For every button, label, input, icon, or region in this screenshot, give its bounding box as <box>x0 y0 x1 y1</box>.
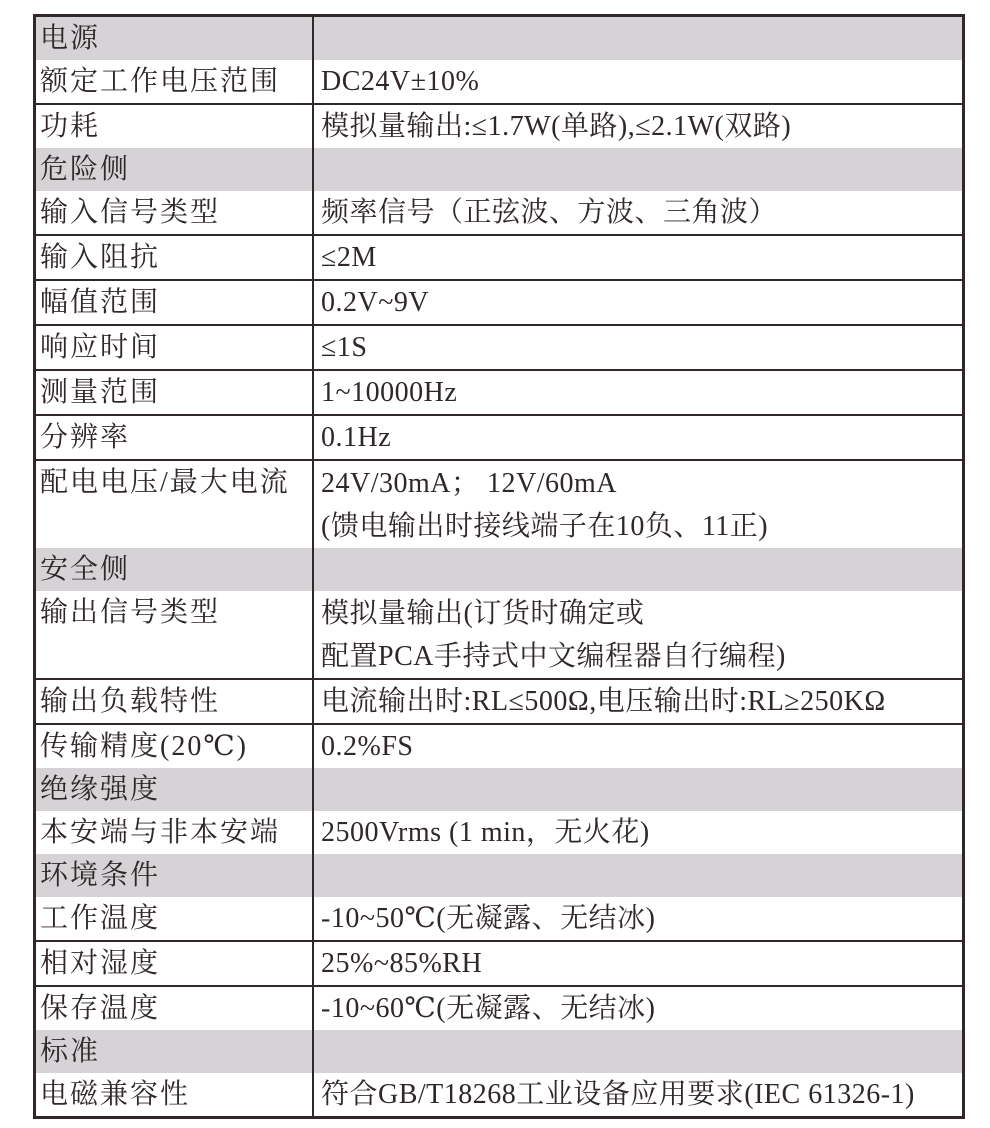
spec-value-line: ≤2M <box>321 242 377 273</box>
spec-value-cell <box>312 591 962 678</box>
spec-label-cell <box>36 281 312 324</box>
spec-value-cell <box>312 17 962 60</box>
table-row <box>36 723 962 768</box>
spec-label: 输入阻抗 <box>40 242 161 273</box>
spec-value-cell <box>312 548 962 591</box>
spec-value-line: 模拟量输出(订货时确定或 <box>321 597 645 629</box>
spec-label-cell <box>36 105 312 148</box>
table-row <box>36 103 962 148</box>
spec-label-cell <box>36 591 312 678</box>
spec-label: 危险侧 <box>40 154 131 185</box>
spec-value-cell <box>312 1030 962 1073</box>
spec-value-line: DC24V±10% <box>321 66 480 97</box>
table-row <box>36 191 962 234</box>
table-row <box>36 985 962 1030</box>
table-row <box>36 940 962 985</box>
spec-label: 配电电压/最大电流 <box>40 467 290 498</box>
section-row <box>36 148 962 191</box>
spec-label-cell <box>36 897 312 940</box>
spec-value-line: 0.1Hz <box>321 422 392 453</box>
spec-label-cell <box>36 461 312 548</box>
section-row <box>36 548 962 591</box>
spec-label-cell <box>36 371 312 414</box>
spec-value-cell <box>312 461 962 548</box>
spec-value-line: 电流输出时:RL≤500Ω,电压输出时:RL≥250KΩ <box>321 686 886 717</box>
spec-value-cell <box>312 897 962 940</box>
spec-label: 幅值范围 <box>40 287 161 318</box>
table-row <box>36 369 962 414</box>
spec-value-line: (馈电输出时接线端子在10负、11正) <box>321 510 769 542</box>
spec-label: 本安端与非本安端 <box>40 817 281 848</box>
table-row <box>36 60 962 103</box>
spec-value-cell <box>312 987 962 1030</box>
spec-label: 电源 <box>40 23 101 54</box>
spec-label-cell <box>36 854 312 897</box>
spec-label: 响应时间 <box>40 332 161 363</box>
spec-value-cell <box>312 725 962 768</box>
spec-label: 测量范围 <box>40 377 161 408</box>
table-row <box>36 1073 962 1116</box>
spec-value-line: 0.2%FS <box>321 731 414 762</box>
spec-value-line: 符合GB/T18268工业设备应用要求(IEC 61326-1) <box>321 1079 915 1110</box>
spec-label-cell <box>36 236 312 279</box>
spec-value-line: 24V/30mA； 12V/60mA <box>321 467 618 499</box>
spec-label: 环境条件 <box>40 860 161 891</box>
spec-label-cell <box>36 191 312 234</box>
spec-label-cell <box>36 17 312 60</box>
spec-label: 功耗 <box>40 111 101 142</box>
spec-value-line: ≤1S <box>321 332 368 363</box>
table-row <box>36 414 962 459</box>
spec-label: 保存温度 <box>40 993 161 1024</box>
spec-label-cell <box>36 942 312 985</box>
table-row <box>36 591 962 678</box>
spec-value-line: 模拟量输出:≤1.7W(单路),≤2.1W(双路) <box>321 111 792 142</box>
spec-label: 传输精度(20℃) <box>40 731 248 762</box>
spec-label: 额定工作电压范围 <box>40 66 281 97</box>
spec-label-cell <box>36 416 312 459</box>
spec-label-cell <box>36 680 312 723</box>
spec-value-cell <box>312 326 962 369</box>
spec-label-cell <box>36 326 312 369</box>
spec-label-cell <box>36 987 312 1030</box>
table-row <box>36 811 962 854</box>
spec-value-cell <box>312 236 962 279</box>
spec-value-cell <box>312 416 962 459</box>
spec-label: 相对湿度 <box>40 948 161 979</box>
spec-value-line: -10~60℃(无凝露、无结冰) <box>321 993 656 1024</box>
spec-value-cell <box>312 281 962 324</box>
spec-label: 分辨率 <box>40 422 131 453</box>
section-row <box>36 854 962 897</box>
spec-label-cell <box>36 1030 312 1073</box>
spec-label-cell <box>36 725 312 768</box>
spec-label: 输入信号类型 <box>40 197 221 228</box>
table-row <box>36 234 962 279</box>
spec-label-cell <box>36 148 312 191</box>
spec-value-cell <box>312 191 962 234</box>
spec-value-cell <box>312 942 962 985</box>
spec-value-line: 配置PCA手持式中文编程器自行编程) <box>321 640 786 672</box>
spec-label-cell <box>36 60 312 103</box>
spec-label: 工作温度 <box>40 903 161 934</box>
table-row <box>36 459 962 548</box>
spec-label-cell <box>36 1073 312 1116</box>
spec-label-cell <box>36 768 312 811</box>
spec-label: 安全侧 <box>40 554 131 585</box>
spec-label: 绝缘强度 <box>40 774 161 805</box>
spec-value-cell <box>312 371 962 414</box>
spec-table <box>33 14 965 1119</box>
spec-label: 输出负载特性 <box>40 686 221 717</box>
spec-value-line: 2500Vrms (1 min，无火花) <box>321 817 650 848</box>
spec-value-cell <box>312 680 962 723</box>
spec-label: 标准 <box>40 1036 101 1067</box>
spec-value-cell <box>312 768 962 811</box>
spec-value-cell <box>312 60 962 103</box>
spec-label: 电磁兼容性 <box>40 1079 191 1110</box>
spec-value-line: 1~10000Hz <box>321 377 458 408</box>
spec-value-line: 频率信号（正弦波、方波、三角波） <box>321 197 778 228</box>
spec-value-line: -10~50℃(无凝露、无结冰) <box>321 903 656 934</box>
section-row <box>36 1030 962 1073</box>
spec-value-cell <box>312 148 962 191</box>
table-row <box>36 279 962 324</box>
section-row <box>36 17 962 60</box>
spec-value-cell <box>312 105 962 148</box>
spec-value-cell <box>312 1073 962 1116</box>
section-row <box>36 768 962 811</box>
spec-label: 输出信号类型 <box>40 597 221 628</box>
spec-label-cell <box>36 811 312 854</box>
spec-value-line: 0.2V~9V <box>321 287 430 318</box>
table-row <box>36 678 962 723</box>
table-row <box>36 324 962 369</box>
spec-label-cell <box>36 548 312 591</box>
spec-value-line: 25%~85%RH <box>321 948 483 979</box>
table-row <box>36 897 962 940</box>
spec-value-cell <box>312 854 962 897</box>
spec-value-cell <box>312 811 962 854</box>
